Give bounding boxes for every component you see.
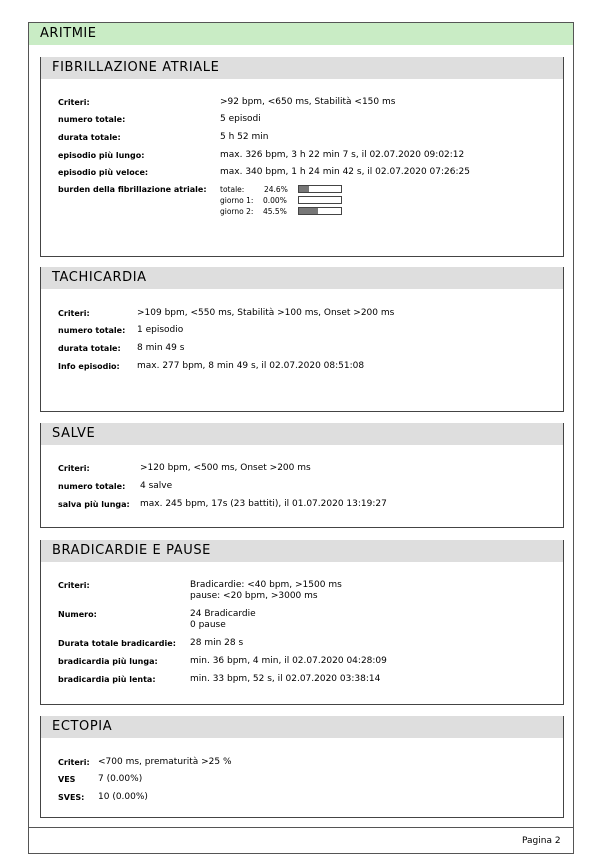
section-ectopia — [40, 716, 564, 818]
criteri-label: Criteri: — [58, 309, 90, 318]
numero-label: numero totale: — [58, 326, 126, 335]
burden-label: burden della fibrillazione atriale: — [58, 185, 207, 194]
section-tachicardia — [40, 267, 564, 412]
durata-label: Durata totale bradicardie: — [58, 639, 176, 648]
criteri-label: Criteri: — [58, 758, 90, 767]
bradicardia-lenta-value: min. 33 bpm, 52 s, il 02.07.2020 03:38:14 — [190, 674, 381, 684]
episodio-lungo-label: episodio più lungo: — [58, 151, 145, 160]
burden-totale-label: totale: — [220, 185, 245, 194]
criteri-value: >109 bpm, <550 ms, Stabilità >100 ms, Onset >200 ms — [137, 308, 395, 318]
info-episodio-label: Info episodio: — [58, 362, 120, 371]
sves-value: 10 (0.00%) — [98, 792, 148, 802]
page-number: Pagina 2 — [522, 836, 561, 846]
durata-value: 8 min 49 s — [137, 343, 185, 353]
durata-label: durata totale: — [58, 344, 121, 353]
section-title: TACHICARDIA — [52, 270, 147, 285]
criteri-label: Criteri: — [58, 98, 90, 107]
criteri-value: <700 ms, prematurità >25 % — [98, 757, 232, 767]
ves-value: 7 (0.00%) — [98, 774, 143, 784]
section-heading — [41, 57, 563, 79]
burden-totale-bar-fill — [299, 186, 309, 192]
numero-label: Numero: — [58, 610, 97, 619]
section-heading — [41, 716, 563, 738]
salva-lunga-label: salva più lunga: — [58, 500, 130, 509]
info-episodio-value: max. 277 bpm, 8 min 49 s, il 02.07.2020 08:51:08 — [137, 361, 365, 371]
numero-value: 5 episodi — [220, 114, 261, 124]
numero-label: numero totale: — [58, 115, 126, 124]
numero-label: numero totale: — [58, 482, 126, 491]
criteri-value: >120 bpm, <500 ms, Onset >200 ms — [140, 463, 311, 473]
numero-value-pause: 0 pause — [190, 620, 226, 630]
salva-lunga-value: max. 245 bpm, 17s (23 battiti), il 01.07.2020 13:19:27 — [140, 499, 387, 509]
burden-giorno1-value: 0.00% — [263, 196, 287, 205]
burden-giorno2-label: giorno 2: — [220, 207, 254, 216]
section-heading — [41, 267, 563, 289]
durata-label: durata totale: — [58, 133, 121, 142]
episodio-lungo-value: max. 326 bpm, 3 h 22 min 7 s, il 02.07.2020 09:02:12 — [220, 150, 465, 160]
numero-value-bradicardie: 24 Bradicardie — [190, 609, 256, 619]
criteri-label: Criteri: — [58, 581, 90, 590]
section-title: ECTOPIA — [52, 719, 113, 734]
burden-giorno1-label: giorno 1: — [220, 196, 254, 205]
burden-totale-value: 24.6% — [264, 185, 288, 194]
section-title: BRADICARDIE E PAUSE — [52, 543, 211, 558]
section-fibrillazione — [40, 57, 564, 257]
section-heading — [41, 540, 563, 562]
sves-label: SVES: — [58, 793, 85, 802]
bradicardia-lunga-label: bradicardia più lunga: — [58, 657, 158, 666]
episodio-veloce-label: episodio più veloce: — [58, 168, 149, 177]
numero-value: 1 episodio — [137, 325, 184, 335]
criteri-value-bradicardie: Bradicardie: <40 bpm, >1500 ms — [190, 580, 342, 590]
section-salve — [40, 423, 564, 528]
durata-value: 5 h 52 min — [220, 132, 269, 142]
section-title: SALVE — [52, 426, 96, 441]
section-heading — [41, 423, 563, 445]
report-section-header — [29, 23, 573, 45]
burden-totale-bar — [298, 185, 342, 193]
ves-label: VES — [58, 775, 76, 784]
burden-giorno2-bar — [298, 207, 342, 215]
criteri-value: >92 bpm, <650 ms, Stabilità <150 ms — [220, 97, 396, 107]
burden-giorno2-bar-fill — [299, 208, 318, 214]
page-title: ARITMIE — [40, 26, 97, 41]
criteri-value-pause: pause: <20 bpm, >3000 ms — [190, 591, 318, 601]
numero-value: 4 salve — [140, 481, 173, 491]
footer-divider — [29, 827, 573, 828]
burden-giorno2-value: 45.5% — [263, 207, 287, 216]
bradicardia-lunga-value: min. 36 bpm, 4 min, il 02.07.2020 04:28:09 — [190, 656, 387, 666]
episodio-veloce-value: max. 340 bpm, 1 h 24 min 42 s, il 02.07.2020 07:26:25 — [220, 167, 470, 177]
criteri-label: Criteri: — [58, 464, 90, 473]
section-title: FIBRILLAZIONE ATRIALE — [52, 60, 220, 75]
bradicardia-lenta-label: bradicardia più lenta: — [58, 675, 156, 684]
durata-value: 28 min 28 s — [190, 638, 244, 648]
burden-giorno1-bar — [298, 196, 342, 204]
section-bradicardie — [40, 540, 564, 705]
